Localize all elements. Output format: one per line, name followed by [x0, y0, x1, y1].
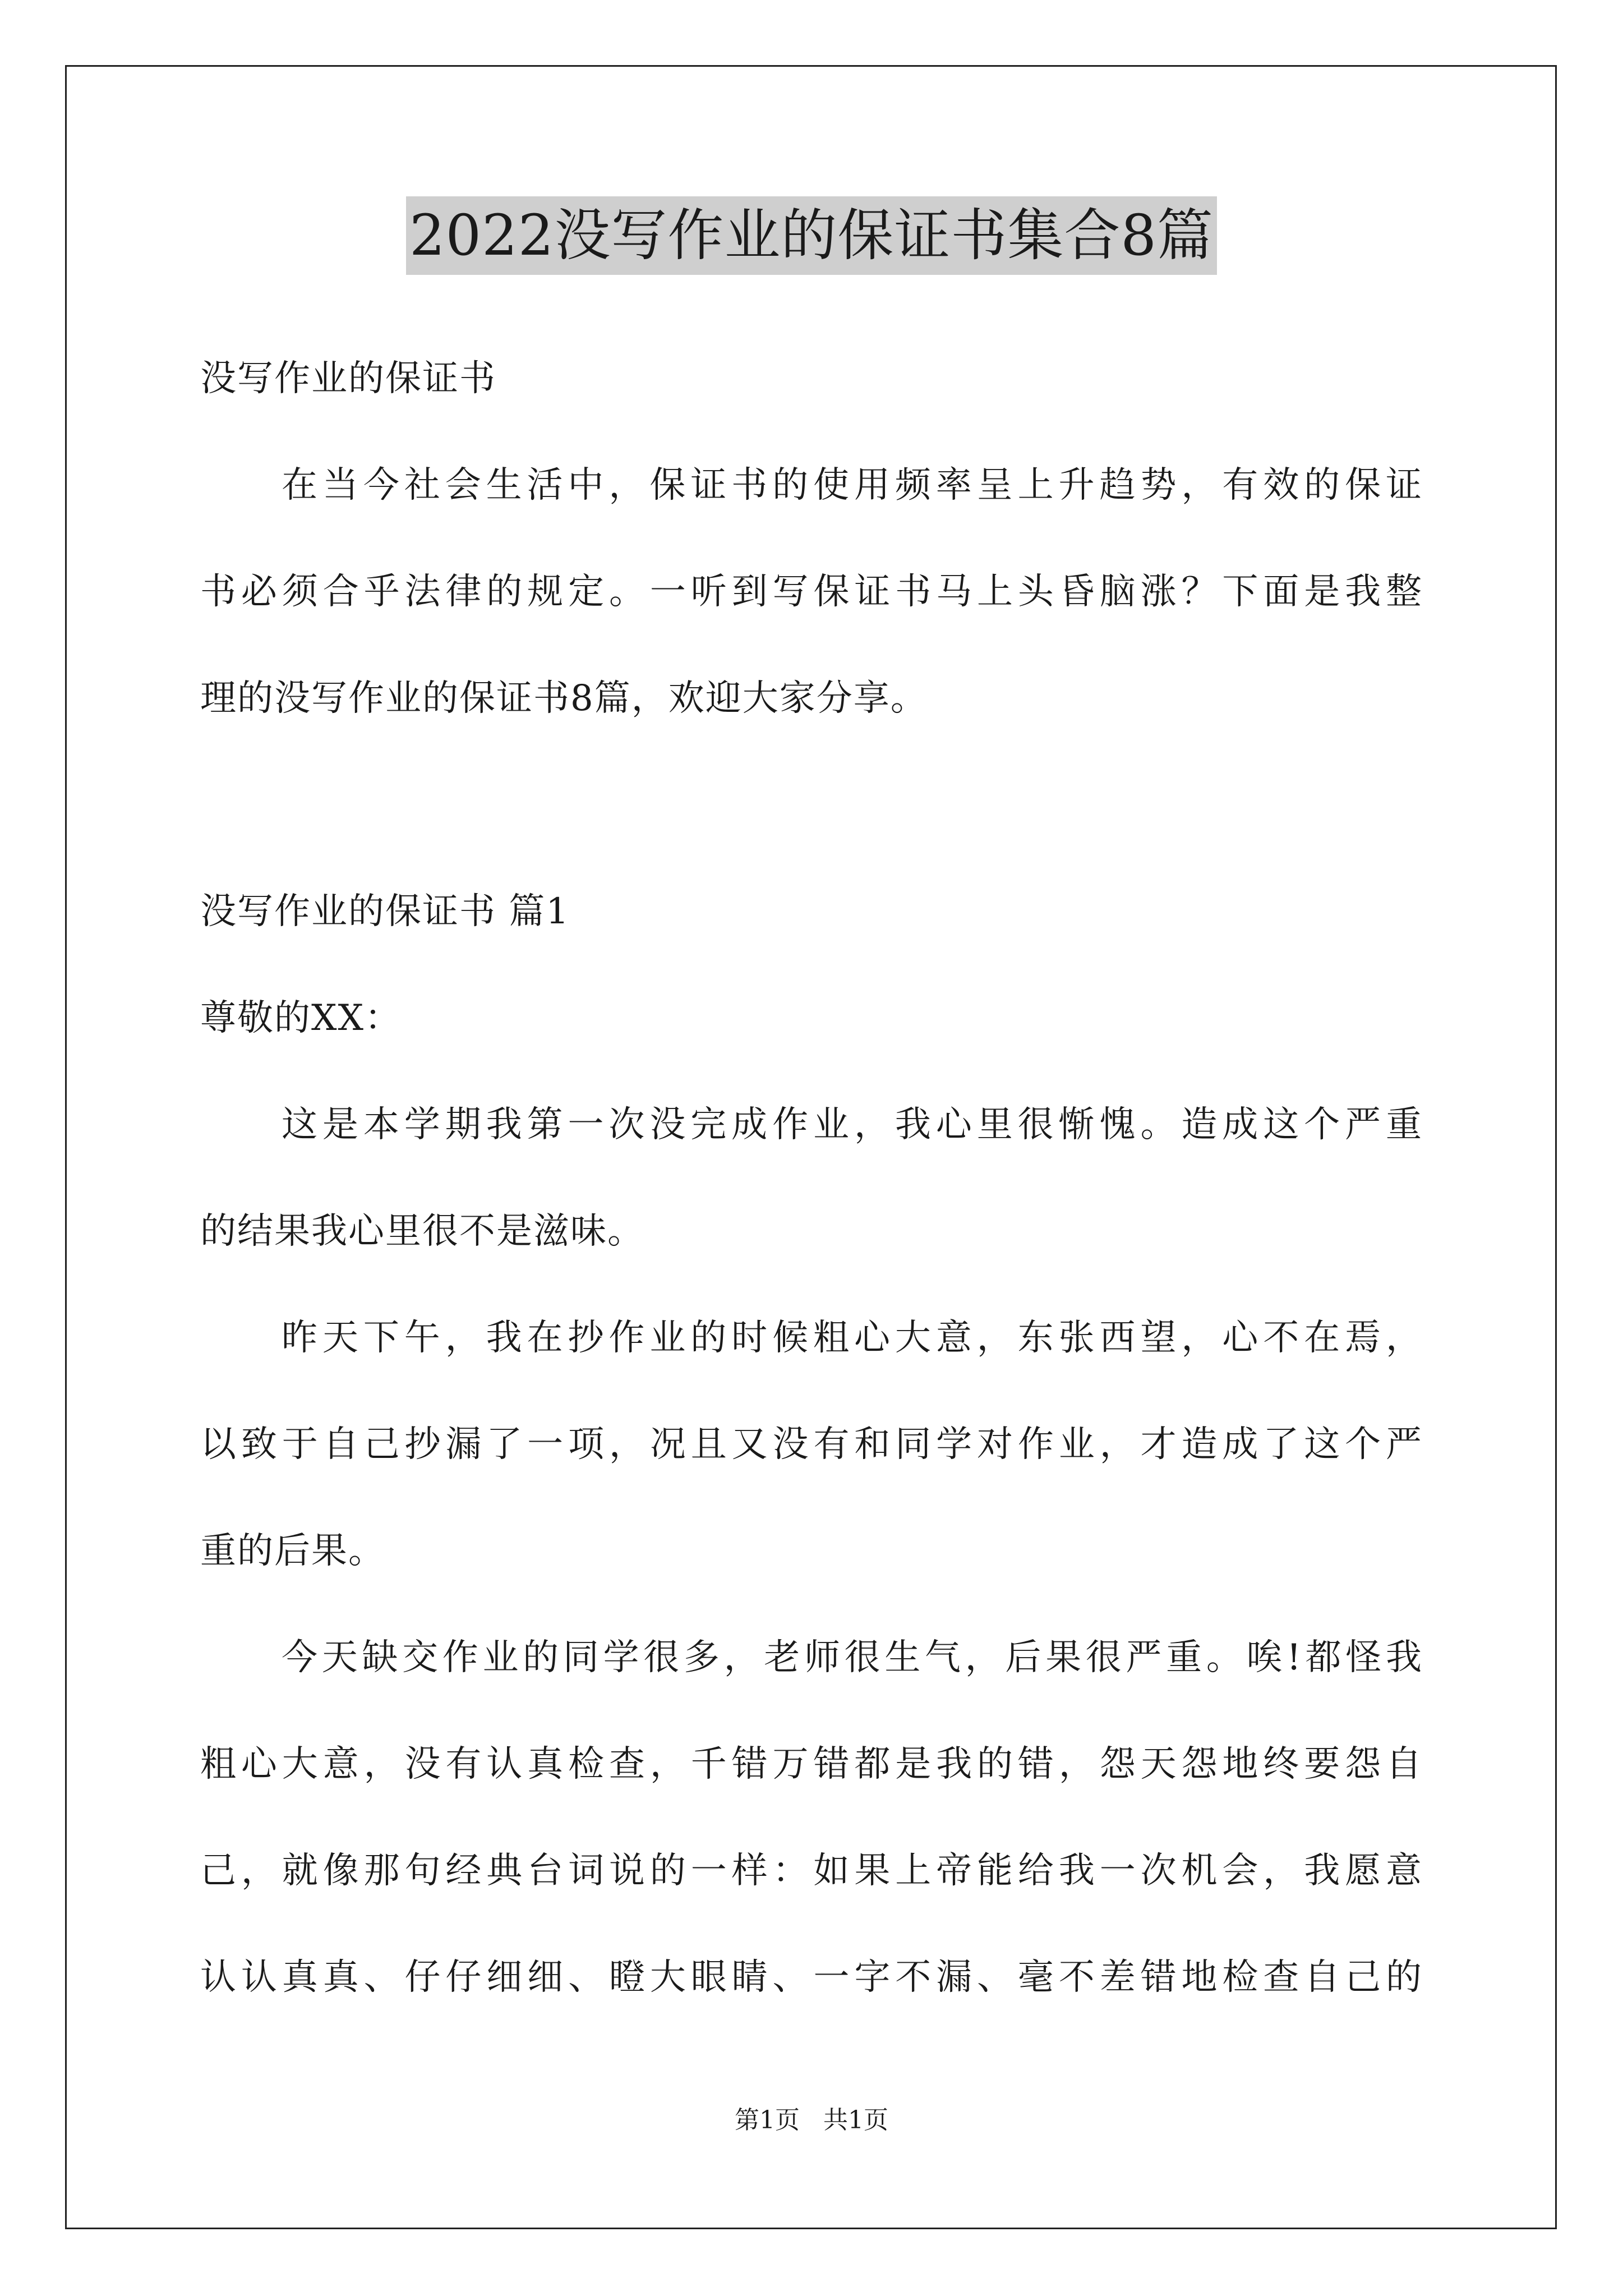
- salutation: 尊敬的XX：: [200, 997, 402, 1039]
- paragraph-line: 己，就像那句经典台词说的一样：如果上帝能给我一次机会，我愿意: [200, 1850, 1423, 1892]
- paragraph-line: 今天缺交作业的同学很多，老师很生气，后果很严重。唉!都怪我: [282, 1637, 1423, 1678]
- paragraph-line: 重的后果。: [200, 1530, 385, 1572]
- paragraph-line: 在当今社会生活中，保证书的使用频率呈上升趋势，有效的保证: [282, 464, 1423, 506]
- page-footer: 第1页 共1页: [735, 2106, 888, 2134]
- paragraph-line: 的结果我心里很不是滋味。: [200, 1211, 644, 1252]
- paragraph-line: 昨天下午，我在抄作业的时候粗心大意，东张西望，心不在焉，: [282, 1317, 1423, 1359]
- paragraph-line: 以致于自己抄漏了一项，况且又没有和同学对作业，才造成了这个严: [200, 1424, 1423, 1465]
- paragraph-line: 这是本学期我第一次没完成作业，我心里很惭愧。造成这个严重: [282, 1104, 1423, 1145]
- section-heading: 没写作业的保证书 篇1: [200, 891, 570, 932]
- paragraph-line: 粗心大意，没有认真检查，千错万错都是我的错，怨天怨地终要怨自: [200, 1743, 1423, 1785]
- paragraph-line: 书必须合乎法律的规定。一听到写保证书马上头昏脑涨？下面是我整: [200, 571, 1423, 613]
- section-heading: 没写作业的保证书: [200, 358, 496, 399]
- paragraph-line: 认认真真、仔仔细细、瞪大眼睛、一字不漏、毫不差错地检查自己的: [200, 1957, 1423, 1998]
- title-container: [0, 196, 1623, 275]
- document-title: 2022没写作业的保证书集合8篇: [406, 196, 1217, 275]
- paragraph-line: 理的没写作业的保证书8篇，欢迎大家分享。: [200, 678, 928, 719]
